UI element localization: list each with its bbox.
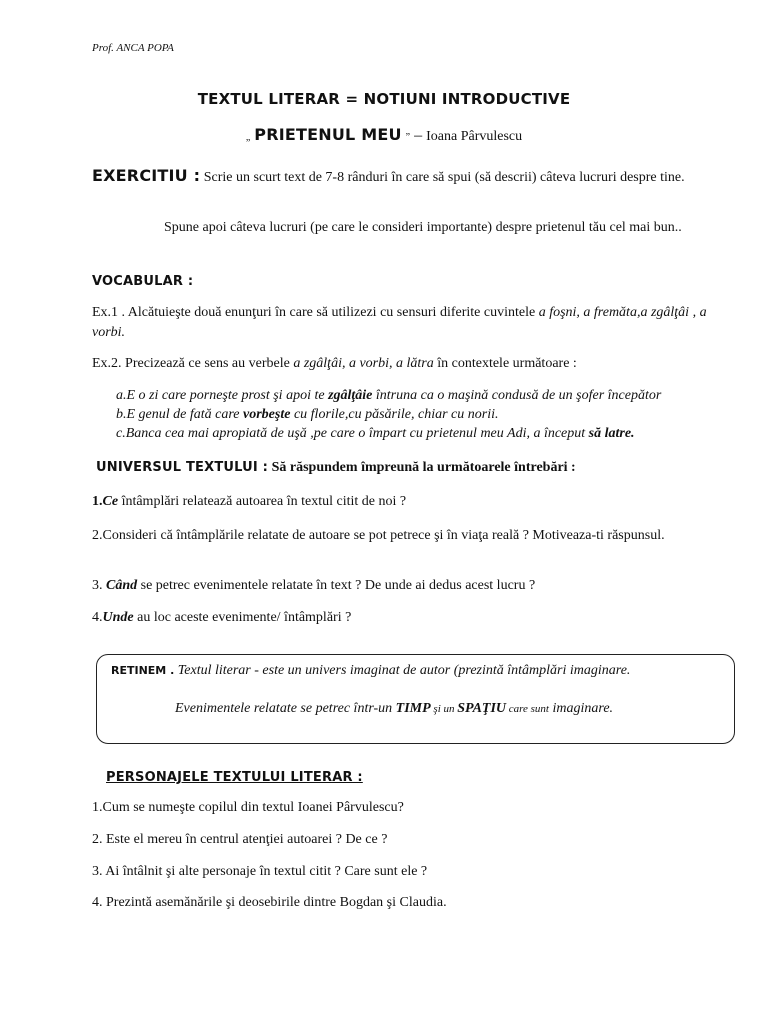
page-title: TEXTUL LITERAR = NOTIUNI INTRODUCTIVE	[197, 90, 571, 108]
q4-number: 4.	[92, 610, 103, 625]
example-b-post: cu florile,cu păsările, chiar cu norii.	[290, 407, 499, 422]
retinem-label: RETINEM .	[111, 664, 175, 677]
example-b-verb: vorbeşte	[243, 407, 291, 422]
q1-text: întâmplări relatează autoarea în textul citit de noi ?	[118, 494, 407, 509]
retinem-line-2	[175, 701, 613, 717]
characters-q2: 2. Este el mereu în centrul atenţiei autoarei ? De ce ?	[92, 832, 388, 847]
example-b-pre: b.E genul de fată care	[116, 407, 244, 422]
retinem-l2-mid: şi un	[430, 703, 458, 715]
characters-q3: 3. Ai întâlnit şi alte personaje în textul citit ? Care sunt ele ?	[92, 864, 428, 879]
exercise-text: Scrie un scurt text de 7-8 rânduri în care să spui (să descrii) câteva lucruri despre tine.	[200, 170, 685, 185]
retinem-l2-end: imaginare.	[549, 701, 614, 716]
retinem-line-1	[111, 663, 630, 679]
ex1-words: a foşni, a fremăta,a zgâlţâi , a vorbi.	[92, 305, 707, 340]
ex2-text: Ex.2. Precizează ce sens au verbele	[92, 356, 294, 371]
vocabulary-ex1	[92, 303, 732, 343]
writer-name: Ioana Pârvulescu	[426, 129, 523, 144]
q3-number: 3.	[92, 578, 106, 593]
universe-q4	[92, 608, 732, 628]
retinem-box	[96, 654, 735, 744]
q3-keyword: Când	[106, 578, 138, 593]
q1-number: 1.	[92, 494, 103, 509]
example-a	[116, 386, 736, 405]
open-quote: „	[245, 132, 251, 143]
retinem-timp: TIMP	[395, 701, 431, 716]
example-a-verb: zgâlţâie	[328, 388, 373, 403]
vocabulary-heading: VOCABULAR :	[92, 274, 194, 289]
vocabulary-ex2	[92, 354, 732, 374]
close-quote: ”	[405, 132, 411, 143]
universe-q1	[92, 492, 732, 512]
retinem-l2-post: care sunt	[506, 703, 549, 715]
characters-heading: PERSONAJELE TEXTULUI LITERAR :	[106, 770, 363, 785]
exercise-label: EXERCITIU :	[92, 166, 201, 185]
retinem-spatiu: SPAŢIU	[457, 701, 507, 716]
q3-text: se petrec evenimentele relatate în text ? De unde ai dedus acest lucru ?	[137, 578, 536, 593]
universe-q2: 2.Consideri că întâmplările relatate de autoare se pot petrece şi în viaţa reală ? Motiveaza-ti răspunsul.	[92, 528, 665, 543]
retinem-definition: Textul literar - este un univers imaginat de autor (prezintă întâmplări imaginare.	[174, 663, 631, 678]
example-a-post: întruna ca o maşină condusă de un şofer începător	[372, 388, 662, 403]
work-title: PRIETENUL MEU	[254, 125, 402, 144]
retinem-l2-pre: Evenimentele relatate se petrec într-un	[175, 701, 396, 716]
q4-keyword: Unde	[102, 610, 134, 625]
separator: –	[410, 127, 427, 144]
ex2-words: a zgâlţâi, a vorbi, a lătra	[293, 356, 434, 371]
ex2-end: în contextele următoare :	[433, 356, 577, 371]
example-c-verb: să latre.	[588, 426, 635, 441]
ex1-text: Ex.1 . Alcătuieşte două enunţuri în care să utilizezi cu sensuri diferite cuvintele	[92, 305, 539, 320]
universe-q3	[92, 576, 732, 596]
characters-q1: 1.Cum se numeşte copilul din textul Ioanei Pârvulescu?	[92, 800, 404, 815]
example-c-pre: c.Banca cea mai apropiată de uşă ,pe care o împart cu prietenul meu Adi, a început	[116, 426, 589, 441]
example-c	[116, 424, 736, 443]
subtitle	[0, 125, 768, 145]
characters-q4: 4. Prezintă asemănările şi deosebirile dintre Bogdan şi Claudia.	[92, 895, 447, 910]
example-list	[116, 386, 736, 443]
universe-intro: Să răspundem împreună la următoarele întrebări :	[268, 460, 576, 475]
example-a-pre: a.E o zi care porneşte prost şi apoi te	[116, 388, 329, 403]
exercise-paragraph	[92, 166, 732, 188]
q1-keyword: Ce	[102, 494, 119, 509]
author-header: Prof. ANCA POPA	[92, 42, 174, 54]
universe-heading	[96, 458, 736, 478]
exercise-paragraph-2: Spune apoi câteva lucruri (pe care le consideri importante) despre prietenul tău cel mai bun..	[164, 220, 682, 235]
universe-label: UNIVERSUL TEXTULUI :	[96, 460, 269, 475]
example-b	[116, 405, 736, 424]
q4-text: au loc aceste evenimente/ întâmplări ?	[133, 610, 352, 625]
